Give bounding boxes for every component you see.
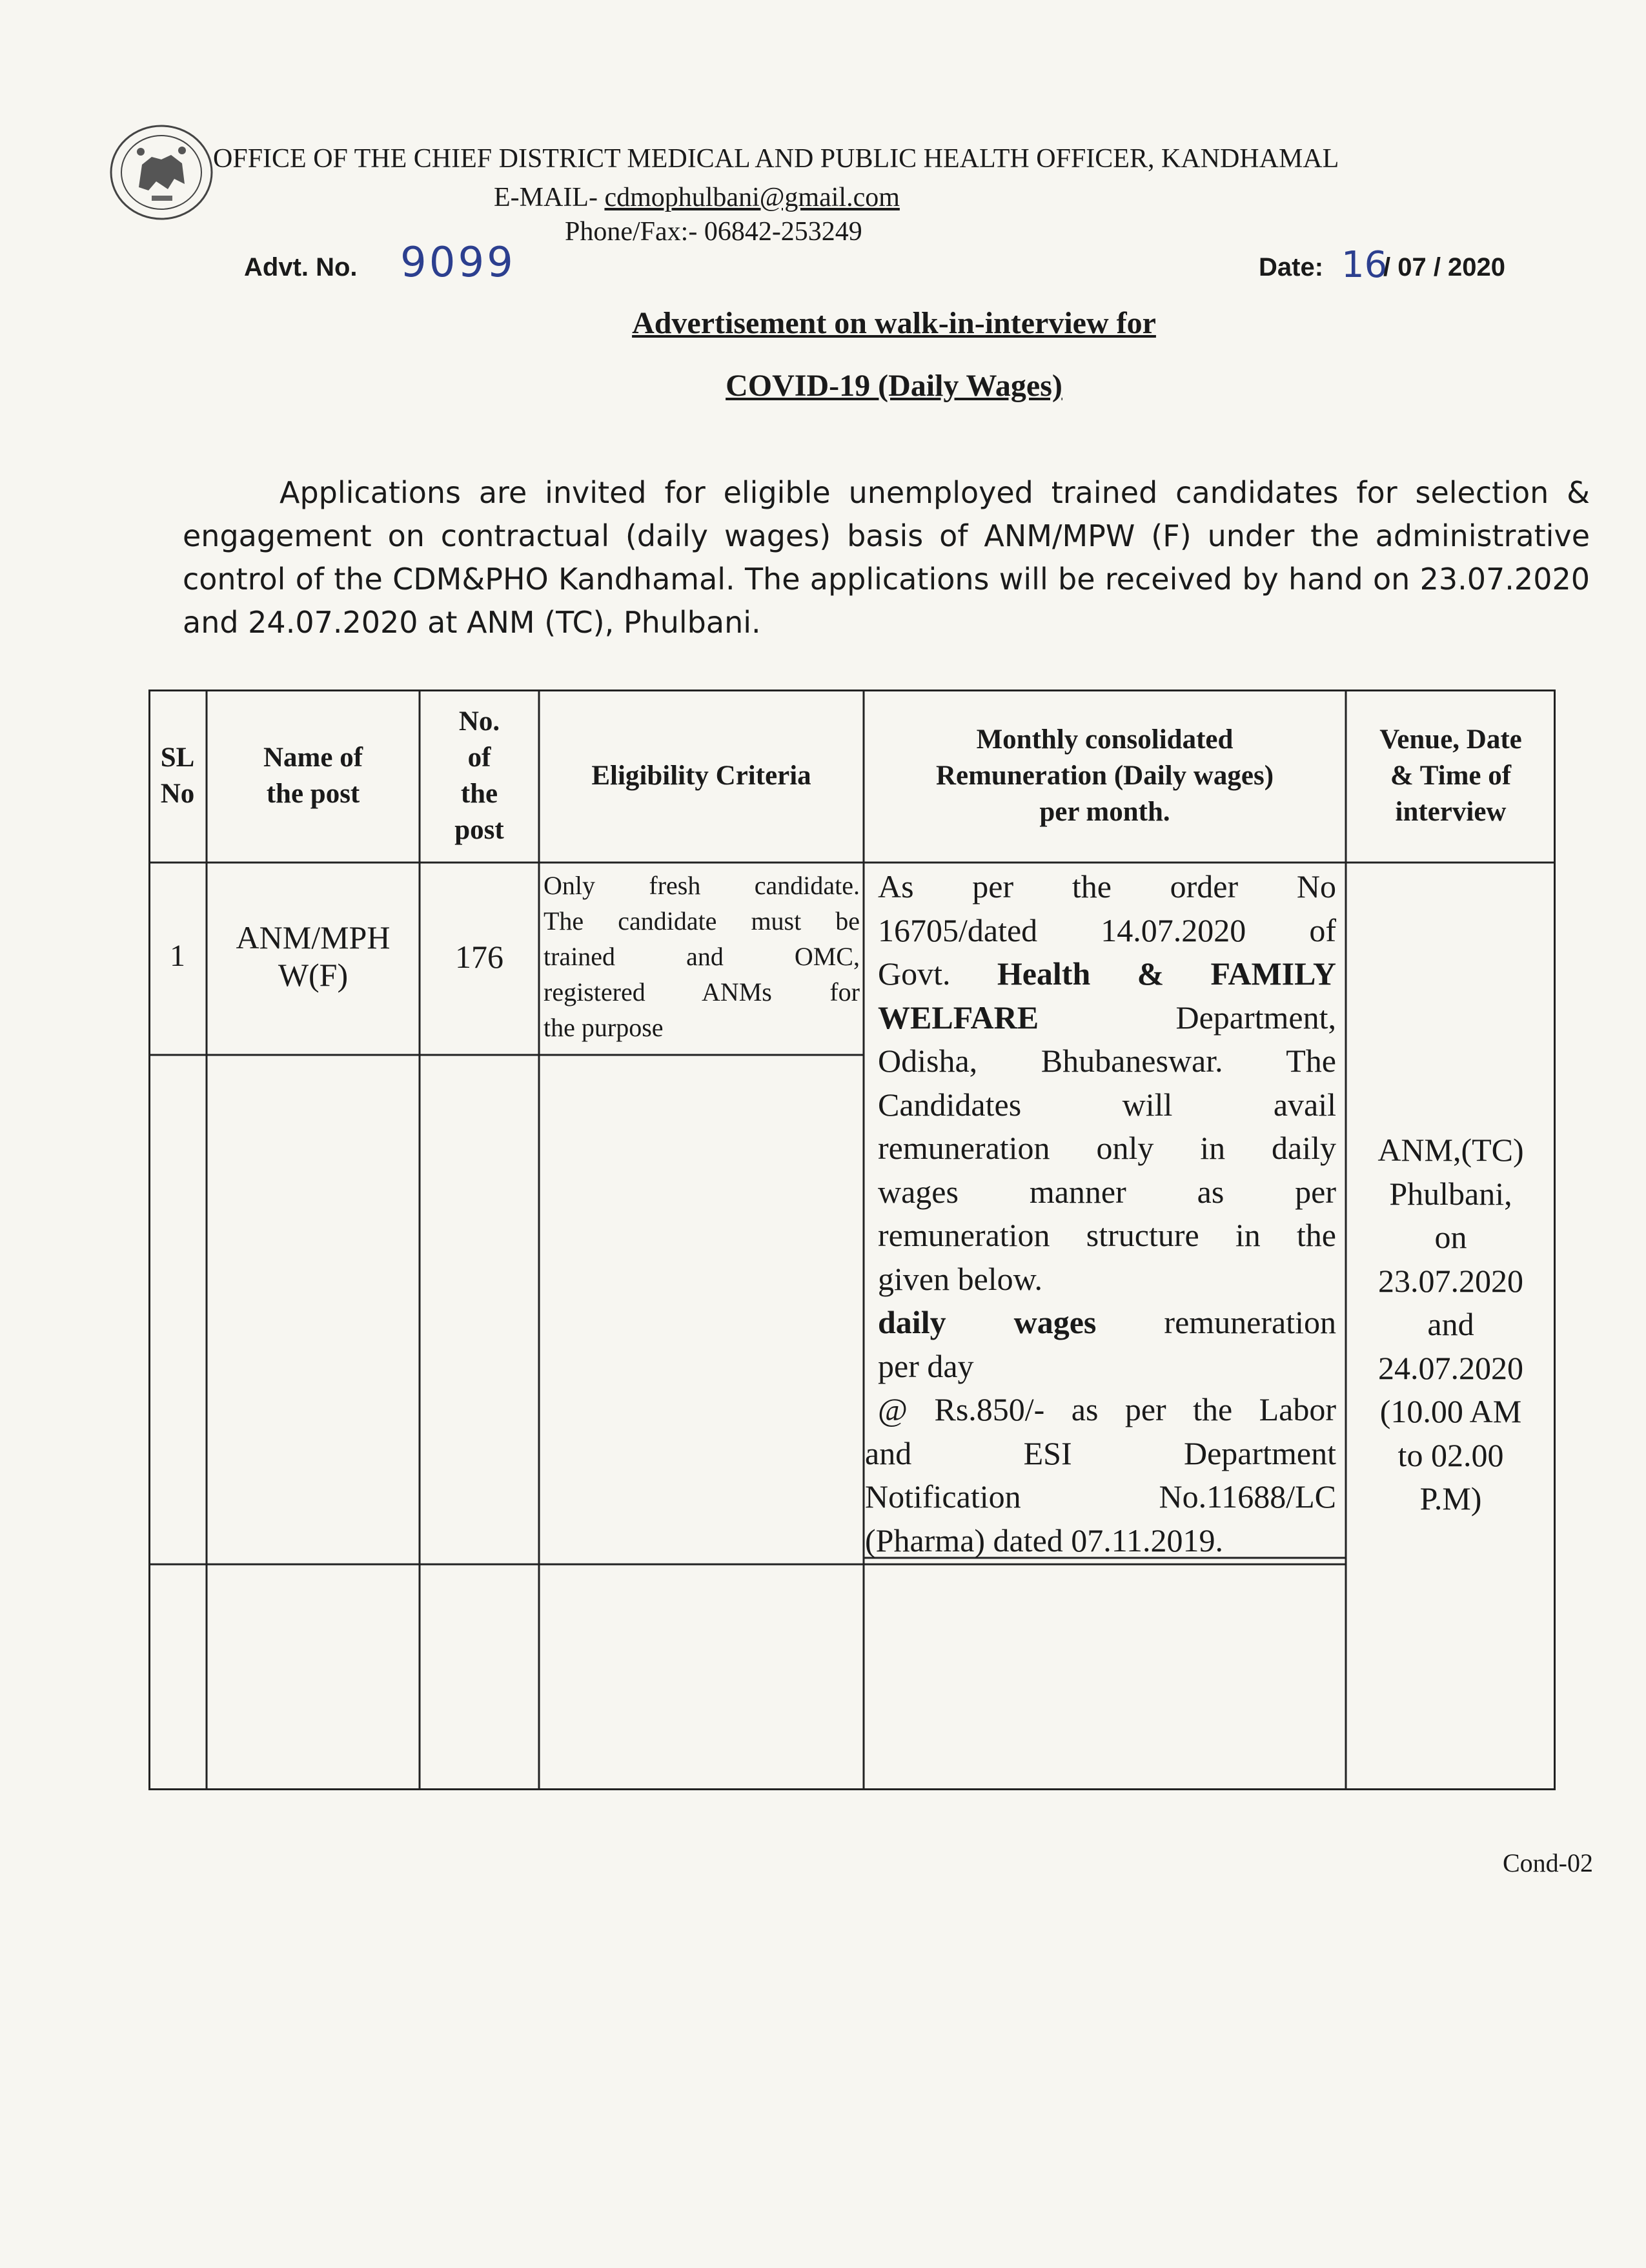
advt-label: Advt. No. [244, 253, 358, 281]
vacancy-table [148, 690, 1556, 1790]
row-post-count: 176 [455, 939, 503, 975]
continuation-note: Cond-02 [1503, 1848, 1593, 1877]
header-remuneration: Monthly consolidated Remuneration (Daily wages) per month. [935, 724, 1274, 827]
date-month-year: / 07 / 2020 [1383, 253, 1506, 281]
email-label: E-MAIL- [494, 183, 605, 212]
row-eligibility: Only fresh candidate. The candidate must be trained and OMC, registered ANMs for the purpose [544, 871, 860, 1042]
phone-fax: Phone/Fax:- 06842-253249 [565, 217, 862, 247]
email-address: cdmophulbani@gmail.com [604, 183, 900, 212]
email-line [494, 182, 900, 213]
title-line-2: COVID-19 (Daily Wages) [726, 369, 1062, 403]
header-venue: Venue, Date & Time of interview [1379, 724, 1522, 827]
title-line-1: Advertisement on walk-in-interview for [632, 306, 1156, 340]
date-day-handwritten: 16 [1341, 244, 1388, 286]
odisha-emblem-seal [103, 119, 219, 226]
office-name: OFFICE OF THE CHIEF DISTRICT MEDICAL AND PUBLIC HEALTH OFFICER, KANDHAMAL [213, 144, 1339, 174]
row-remuneration: As per the order No 16705/dated 14.07.2020 of Govt. Health & FAMILY WELFARE Department, Odisha, Bhubaneswar. The Candidates will avail remuneration only in daily wages manner as per remuneration structure in the given below. daily wages remuneration per day @ Rs.850/- as per the Labor and ESI Department Notification No.11688/LC (Pharma) dated 07.11.2019. [865, 868, 1337, 1558]
advt-number-handwritten: 9099 [400, 239, 516, 287]
intro-paragraph: Applications are invited for eligible unemployed trained candidates for selection & engagement on contractual (daily wages) basis of ANM/MPW (F) under the administrative control of the CDM&PHO Kandhamal. The applications will be received by hand on 23.07.2020 and 24.07.2020 at ANM (TC), Phulbani. [183, 475, 1590, 640]
header-no-of-post: No. of the post [454, 706, 504, 845]
header-sl-no: SL No [160, 742, 195, 809]
header-name-of-post: Name of the post [263, 742, 363, 809]
header-eligibility: Eligibility Criteria [591, 761, 811, 791]
row-post-name: ANM/MPH W(F) [236, 919, 391, 993]
row-sl-no: 1 [170, 939, 185, 973]
date-label: Date: [1259, 253, 1324, 281]
row-venue: ANM,(TC) Phulbani, on 23.07.2020 and 24.07.2020 (10.00 AM to 02.00 P.M) [1377, 1132, 1524, 1517]
